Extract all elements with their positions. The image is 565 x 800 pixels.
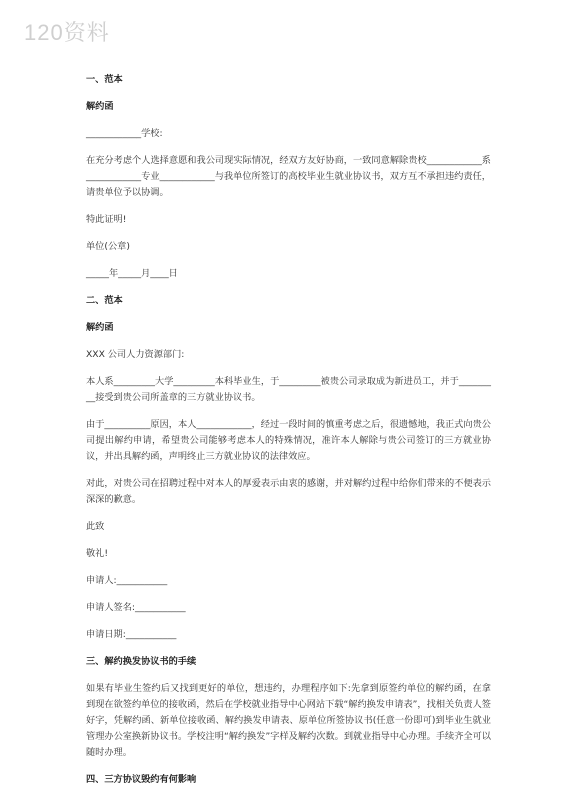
document-body — [86, 72, 491, 799]
section-1-body: 在充分考虑个人选择意愿和我公司现实际情况，经双方友好协商，一致同意解除贵校____________系____________专业____________与我单位所签订的高校毕业生就业协议书，双方互不承担违约责任，请贵单位予以协调。 — [86, 155, 491, 198]
section-2-signature: 申请人签名:___________ — [86, 602, 186, 613]
section-2-date: 申请日期:___________ — [86, 629, 177, 640]
section-2-paragraph-1: 本人系_________大学_________本科毕业生，于_________被贵公司录取成为新进员工，并于_________接受到贵公司所盖章的三方就业协议书。 — [86, 376, 491, 403]
watermark-logo: 120资料 — [24, 20, 110, 45]
section-3-body: 如果有毕业生签约后又找到更好的单位，想违约，办理程序如下:先拿到原签约单位的解约函，在拿到现在欲签约单位的接收函，然后在学校就业指导中心网站下载“解约换发申请表”，找相关负责人签好字，凭解约函、新单位接收函、解约换发申请表、原单位所签协议书(任意一份即可)到毕业生就业管理办公室换新协议书。学校注明“解约换发”字样及解约次数。到就业指导中心办理。手续齐全可以随时办理。 — [86, 683, 491, 758]
section-2-paragraph-2: 由于__________原因，本人____________，经过一段时间的慎重考虑之后，很遗憾地，我正式向贵公司提出解约申请，希望贵公司能够考虑本人的特殊情况，准许本人解除与贵公司签订的三方就业协议，并出具解约函，声明终止三方就业协议的法律效应。 — [86, 419, 491, 462]
section-2-closing-2: 敬礼! — [86, 548, 109, 559]
section-1-heading: 一、范本 — [86, 74, 123, 85]
section-1-special: 特此证明! — [86, 214, 127, 225]
section-2-heading: 二、范本 — [86, 295, 123, 306]
section-2-paragraph-3: 对此，对贵公司在招聘过程中对本人的厚爱表示由衷的感谢，并对解约过程中给你们带来的不便表示深深的歉意。 — [86, 478, 491, 505]
section-2-applicant: 申请人:___________ — [86, 575, 168, 586]
section-2-salutation: XXX 公司人力资源部门: — [86, 349, 185, 360]
section-1-salutation: ____________学校: — [86, 128, 163, 139]
section-1-date: _____年_____月____日 — [86, 268, 178, 279]
section-3-heading: 三、解约换发协议书的手续 — [86, 656, 197, 667]
section-2-closing-1: 此致 — [86, 521, 105, 532]
section-1-unit: 单位(公章) — [86, 241, 130, 252]
section-4-heading: 四、三方协议毁约有何影响 — [86, 774, 197, 785]
section-2-title: 解约函 — [86, 322, 114, 333]
section-1-title: 解约函 — [86, 101, 114, 112]
